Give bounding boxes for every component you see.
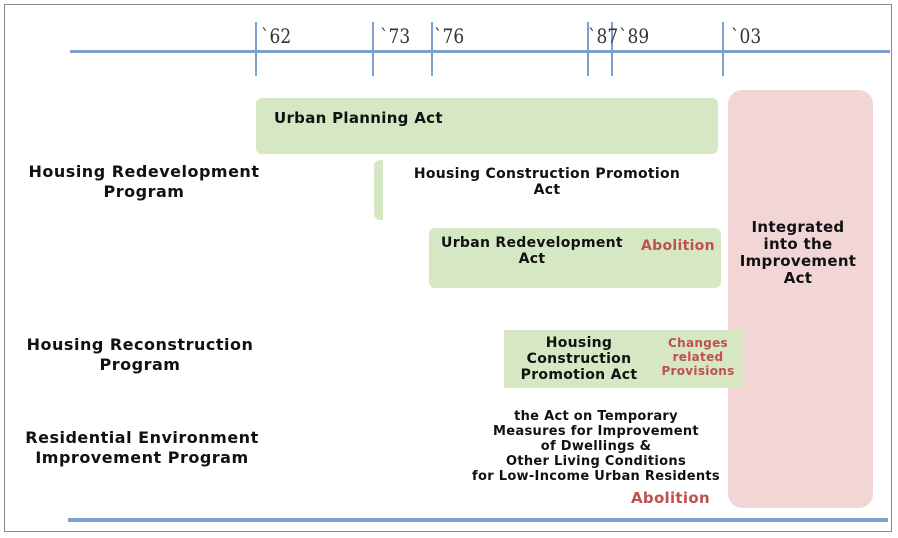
timeline-axis-bottom bbox=[68, 518, 888, 522]
program-residential-environment: Residential Environment Improvement Program bbox=[25, 428, 259, 467]
tick-1973 bbox=[372, 22, 374, 76]
year-label-2003: `03 bbox=[731, 24, 762, 48]
timeline-axis-top bbox=[70, 50, 890, 53]
year-label-1976: `76 bbox=[434, 24, 465, 48]
year-label-1973: `73 bbox=[380, 24, 411, 48]
integrated-box bbox=[728, 90, 873, 508]
urban-planning-act-label: Urban Planning Act bbox=[274, 109, 443, 127]
changes-label: Changes related Provisions bbox=[661, 336, 735, 378]
tick-1962 bbox=[255, 22, 257, 76]
integrated-label: Integrated into the Improvement Act bbox=[739, 218, 857, 287]
program-housing-redevelopment: Housing Redevelopment Program bbox=[28, 162, 260, 201]
program-housing-reconstruction: Housing Reconstruction Program bbox=[26, 335, 254, 374]
abolition-label-2: Abolition bbox=[631, 489, 710, 507]
tick-2003 bbox=[722, 22, 724, 76]
year-label-1962: `62 bbox=[261, 24, 292, 48]
temporary-measures-act-label: the Act on Temporary Measures for Improvement of Dwellings & Other Living Conditions for Low-Income Urban Residents bbox=[472, 409, 720, 484]
housing-construction-act-label-1: Housing Construction Promotion Act bbox=[413, 166, 681, 198]
urban-redevelopment-act-label: Urban Redevelopment Act bbox=[441, 235, 623, 267]
year-label-1987: `87 bbox=[588, 24, 619, 48]
tick-1976 bbox=[431, 22, 433, 76]
abolition-label-1: Abolition bbox=[641, 238, 715, 254]
year-label-1989: `89 bbox=[619, 24, 650, 48]
housing-construction-act-label-2: Housing Construction Promotion Act bbox=[520, 335, 638, 383]
